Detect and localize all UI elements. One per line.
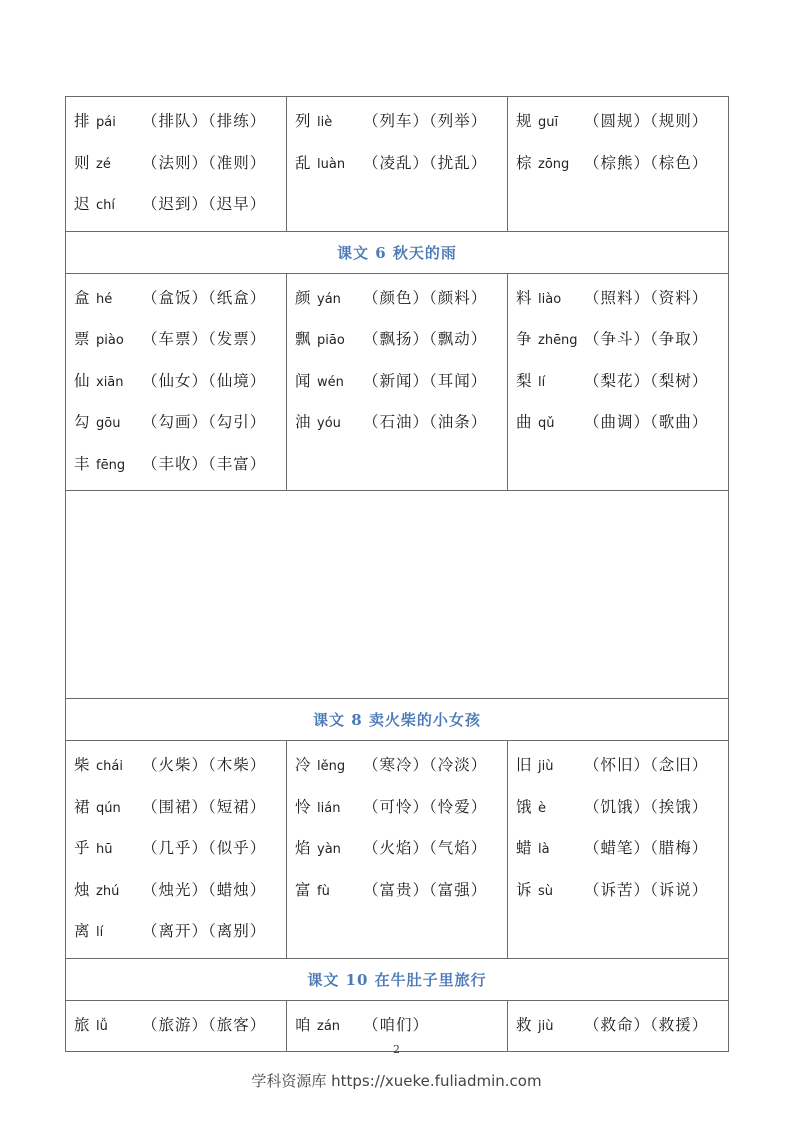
vocabulary-entry [516, 361, 728, 403]
character: 列 [295, 112, 311, 130]
vocabulary-cell [287, 741, 508, 959]
vocabulary-entry [295, 828, 507, 870]
vocabulary-entry [74, 870, 286, 912]
vocabulary-entry [516, 278, 728, 320]
vocabulary-row [66, 741, 729, 959]
pinyin: hé [96, 291, 113, 307]
pinyin: hū [96, 842, 113, 857]
pinyin: jiù [538, 759, 554, 774]
vocabulary-entry [516, 870, 728, 912]
vocabulary-entry [516, 402, 728, 444]
lesson-header-row [66, 699, 729, 741]
pinyin: lián [317, 800, 341, 816]
vocabulary-entry [74, 361, 286, 403]
vocabulary-entry [516, 319, 728, 361]
word-examples: （可怜）（怜爱） [363, 797, 488, 816]
word-examples: （凌乱）（扰乱） [363, 153, 488, 172]
word-examples: （咱们） [363, 1015, 430, 1034]
character: 油 [295, 413, 311, 431]
word-examples: （丰收）（丰富） [142, 454, 267, 473]
vocabulary-entry [295, 402, 507, 444]
word-examples: （盒饭）（纸盒） [142, 288, 267, 307]
pinyin: piāo [317, 333, 345, 348]
pinyin: fù [317, 883, 330, 899]
pinyin: yóu [317, 416, 341, 431]
pinyin: zhēng [538, 333, 578, 348]
character: 烛 [74, 880, 90, 899]
vocabulary-entry [516, 787, 728, 829]
pinyin: lěng [317, 759, 346, 774]
page-number: 2 [393, 1043, 400, 1056]
pinyin: lí [96, 925, 104, 940]
character: 闻 [295, 371, 311, 390]
word-examples: （火柴）（木柴） [142, 756, 267, 774]
vocabulary-cell [508, 273, 729, 491]
vocabulary-cell [287, 273, 508, 491]
word-examples: （蜡笔）（腊梅） [584, 839, 709, 857]
pinyin: è [538, 800, 546, 816]
vocabulary-entry [74, 911, 286, 953]
pinyin: pái [96, 115, 116, 130]
vocabulary-entry [295, 143, 507, 185]
character: 排 [74, 112, 90, 130]
vocabulary-entry [295, 787, 507, 829]
blank-cell [66, 491, 729, 699]
vocabulary-entry [516, 745, 728, 787]
pinyin: chí [96, 198, 115, 213]
vocabulary-table-body [66, 97, 729, 1052]
pinyin: zhú [96, 883, 120, 899]
character: 乱 [295, 153, 311, 172]
pinyin: lí [538, 374, 546, 390]
word-examples: （仙女）（仙境） [142, 371, 267, 390]
character: 饿 [516, 797, 532, 816]
pinyin: sù [538, 883, 554, 899]
character: 仙 [74, 371, 90, 390]
lesson-header-row [66, 231, 729, 273]
word-examples: （石油）（油条） [363, 413, 488, 431]
blank-row [66, 491, 729, 699]
character: 盒 [74, 288, 90, 307]
character: 乎 [74, 839, 90, 857]
word-examples: （围裙）（短裙） [142, 797, 267, 816]
character: 诉 [516, 880, 532, 899]
lesson-title: 课文 6 秋天的雨 [66, 231, 729, 273]
vocabulary-cell [287, 97, 508, 232]
vocabulary-entry [295, 278, 507, 320]
character: 咱 [295, 1015, 311, 1034]
vocabulary-entry [295, 361, 507, 403]
character: 曲 [516, 413, 532, 431]
pinyin: zé [96, 156, 111, 172]
pinyin: chái [96, 759, 123, 774]
vocabulary-entry [74, 101, 286, 143]
vocabulary-table-container [65, 96, 729, 1052]
footer-source: 学科资源库 https://xueke.fuliadmin.com [251, 1072, 542, 1090]
character: 旧 [516, 756, 532, 774]
pinyin: zán [317, 1018, 341, 1034]
word-examples: （烛光）（蜡烛） [142, 880, 267, 899]
word-examples: （饥饿）（挨饿） [584, 797, 709, 816]
vocabulary-cell [66, 273, 287, 491]
character: 焰 [295, 839, 311, 857]
character: 票 [74, 330, 90, 348]
vocabulary-row [66, 97, 729, 232]
word-examples: （火焰）（气焰） [363, 839, 488, 857]
character: 勾 [74, 413, 90, 431]
word-examples: （离开）（离别） [142, 922, 267, 940]
lesson-header-row [66, 958, 729, 1000]
word-examples: （几乎）（似乎） [142, 839, 267, 857]
vocabulary-entry [516, 1005, 728, 1047]
pinyin: gōu [96, 416, 121, 431]
pinyin: fēng [96, 457, 126, 473]
pinyin: là [538, 842, 550, 857]
character: 怜 [295, 797, 311, 816]
word-examples: （排队）（排练） [142, 112, 267, 130]
character: 颜 [295, 288, 311, 307]
vocabulary-entry [74, 745, 286, 787]
word-examples: （救命）（救援） [584, 1015, 709, 1034]
word-examples: （勾画）（勾引） [142, 413, 267, 431]
character: 料 [516, 288, 532, 307]
vocabulary-table [65, 96, 729, 1052]
pinyin: wén [317, 374, 344, 390]
character: 救 [516, 1015, 532, 1034]
vocabulary-entry [74, 143, 286, 185]
word-examples: （圆规）（规则） [584, 112, 709, 130]
word-examples: （法则）（准则） [142, 153, 267, 172]
vocabulary-cell [508, 741, 729, 959]
pinyin: xiān [96, 374, 124, 390]
word-examples: （旅游）（旅客） [142, 1015, 267, 1034]
character: 旅 [74, 1015, 90, 1034]
vocabulary-entry [74, 828, 286, 870]
character: 丰 [74, 454, 90, 473]
word-examples: （新闻）（耳闻） [363, 371, 488, 390]
vocabulary-entry [295, 319, 507, 361]
character: 则 [74, 153, 90, 172]
character: 规 [516, 112, 532, 130]
word-examples: （怀旧）（念旧） [584, 756, 709, 774]
pinyin: liào [538, 291, 562, 307]
lesson-title: 课文 8 卖火柴的小女孩 [66, 699, 729, 741]
word-examples: （棕熊）（棕色） [584, 153, 709, 172]
vocabulary-entry [295, 1005, 507, 1047]
vocabulary-entry [516, 101, 728, 143]
vocabulary-row [66, 273, 729, 491]
word-examples: （颜色）（颜料） [363, 288, 488, 307]
vocabulary-entry [74, 787, 286, 829]
word-examples: （寒冷）（冷淡） [363, 756, 488, 774]
character: 冷 [295, 756, 311, 774]
vocabulary-entry [74, 278, 286, 320]
character: 棕 [516, 153, 532, 172]
word-examples: （梨花）（梨树） [584, 371, 709, 390]
word-examples: （列车）（列举） [363, 112, 488, 130]
pinyin: luàn [317, 156, 346, 172]
vocabulary-entry [516, 828, 728, 870]
word-examples: （争斗）（争取） [584, 330, 709, 348]
vocabulary-entry [295, 870, 507, 912]
word-examples: （诉苦）（诉说） [584, 880, 709, 899]
pinyin: guī [538, 115, 559, 130]
character: 柴 [74, 756, 90, 774]
vocabulary-entry [295, 101, 507, 143]
character: 迟 [74, 195, 90, 213]
pinyin: liè [317, 115, 333, 130]
pinyin: lǚ [96, 1018, 108, 1034]
character: 富 [295, 880, 311, 899]
vocabulary-entry [74, 402, 286, 444]
vocabulary-entry [74, 1005, 286, 1047]
character: 裙 [74, 797, 90, 816]
pinyin: jiù [538, 1018, 554, 1034]
character: 飘 [295, 330, 311, 348]
word-examples: （照料）（资料） [584, 288, 709, 307]
vocabulary-entry [74, 184, 286, 226]
pinyin: zōng [538, 156, 570, 172]
vocabulary-entry [74, 444, 286, 486]
pinyin: qún [96, 800, 121, 816]
vocabulary-entry [516, 143, 728, 185]
character: 蜡 [516, 839, 532, 857]
lesson-title: 课文 10 在牛肚子里旅行 [66, 958, 729, 1000]
vocabulary-cell [508, 97, 729, 232]
pinyin: qǔ [538, 416, 555, 431]
word-examples: （飘扬）（飘动） [363, 330, 488, 348]
character: 离 [74, 922, 90, 940]
vocabulary-entry [295, 745, 507, 787]
word-examples: （迟到）（迟早） [142, 195, 267, 213]
pinyin: yán [317, 291, 341, 307]
vocabulary-entry [74, 319, 286, 361]
character: 争 [516, 330, 532, 348]
vocabulary-cell [66, 741, 287, 959]
vocabulary-cell [66, 97, 287, 232]
word-examples: （富贵）（富强） [363, 880, 488, 899]
pinyin: yàn [317, 842, 341, 857]
word-examples: （曲调）（歌曲） [584, 413, 709, 431]
word-examples: （车票）（发票） [142, 330, 267, 348]
pinyin: piào [96, 333, 124, 348]
character: 梨 [516, 371, 532, 390]
